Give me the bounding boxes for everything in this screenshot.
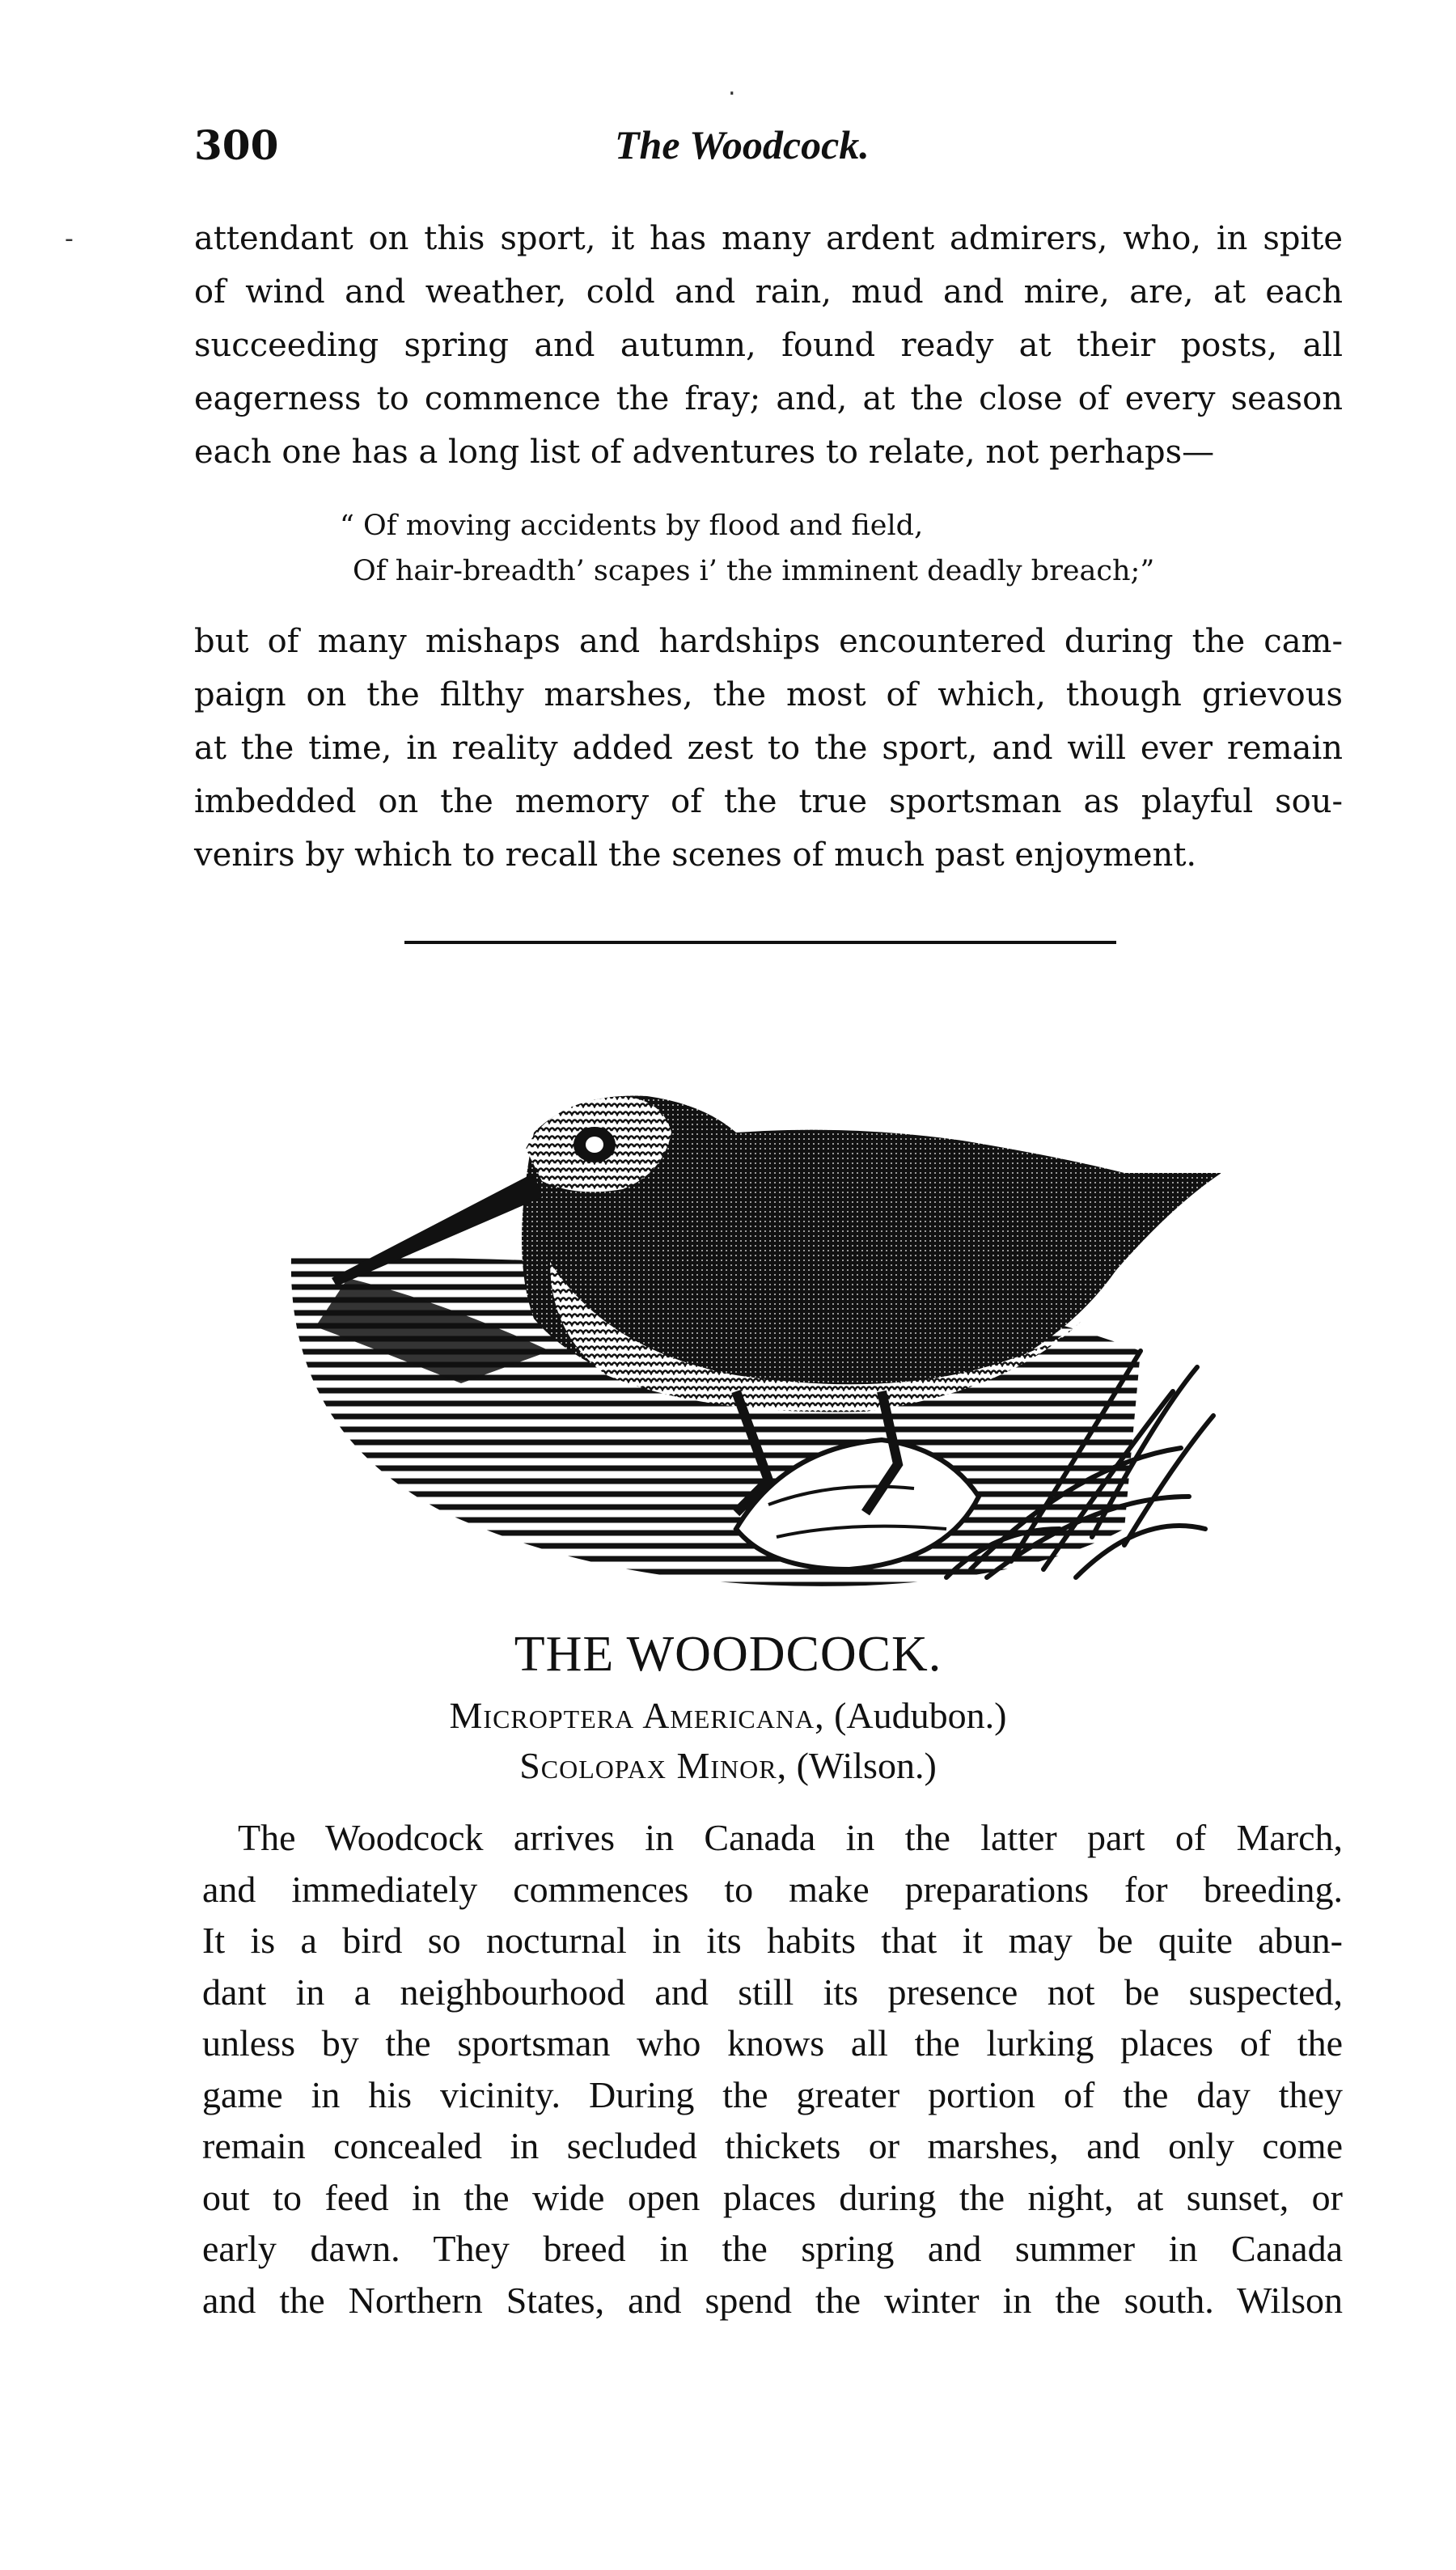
text-line: imbedded on the memory of the true sportsman as playful sou- [194,783,1343,820]
text-line: dant in a neighbourhood and still its presence not be suspected, [202,1971,1343,2013]
text-line: early dawn. They breed in the spring and summer in Canada [202,2228,1343,2269]
text-line: unless by the sportsman who knows all the lurking places of the [202,2022,1343,2064]
text-line: and immediately commences to make preparations for breeding. [202,1868,1343,1910]
text-line: The Woodcock arrives in Canada in the latter part of March, [238,1817,1343,1858]
text-line: out to feed in the wide open places during the night, at sunset, or [202,2176,1343,2218]
latin-name: Scolopax Minor, [519,1745,788,1786]
text-line: It is a bird so nocturnal in its habits that it may be quite abun- [202,1920,1343,1961]
synonym-line-1 [0,1694,1456,1737]
text-line: at the time, in reality added zest to the sport, and will ever remain [194,730,1343,767]
text-line: of wind and weather, cold and rain, mud and mire, are, at each [194,273,1343,311]
text-line: remain concealed in secluded thickets or marshes, and only come [202,2125,1343,2166]
text-line: game in his vicinity. During the greater portion of the day they [202,2073,1343,2115]
text-line: eagerness to commence the fray; and, at the close of every season [194,380,1343,417]
quote-line: Of hair-breadth’ scapes i’ the imminent deadly breach;” [353,555,1155,587]
page-number: 300 [194,121,279,169]
text-line: attendant on this sport, it has many ardent admirers, who, in spite [194,220,1343,257]
text-line: paign on the filthy marshes, the most of which, though grievous [194,676,1343,713]
verse-quotation [307,503,1278,594]
section-divider [404,941,1116,944]
stray-mark: - [65,225,74,253]
quote-line: “ Of moving accidents by flood and field, [340,510,924,542]
author-citation: (Audubon.) [834,1695,1007,1736]
paragraph-1 [194,212,1343,479]
running-head: The Woodcock. [615,122,870,167]
text-line: each one has a long list of adventures to relate, not perhaps— [194,434,1215,471]
paragraph-3 [202,1812,1343,2326]
synonym-line-2 [0,1744,1456,1787]
page-header [194,121,1343,178]
paragraph-2 [194,615,1343,882]
latin-name: Microptera Americana, [449,1695,825,1736]
author-citation: (Wilson.) [796,1745,937,1786]
text-line: venirs by which to recall the scenes of much past enjoyment. [194,836,1197,874]
text-line: and the Northern States, and spend the winter in the south. Wilson [202,2279,1343,2321]
text-line: succeeding spring and autumn, found ready at their posts, all [194,327,1343,364]
text-line: but of many mishaps and hardships encountered during the cam- [194,623,1343,660]
section-title: THE WOODCOCK. [514,1627,942,1682]
stray-mark: . [728,73,736,101]
woodcock-engraving-icon [283,1011,1270,1610]
